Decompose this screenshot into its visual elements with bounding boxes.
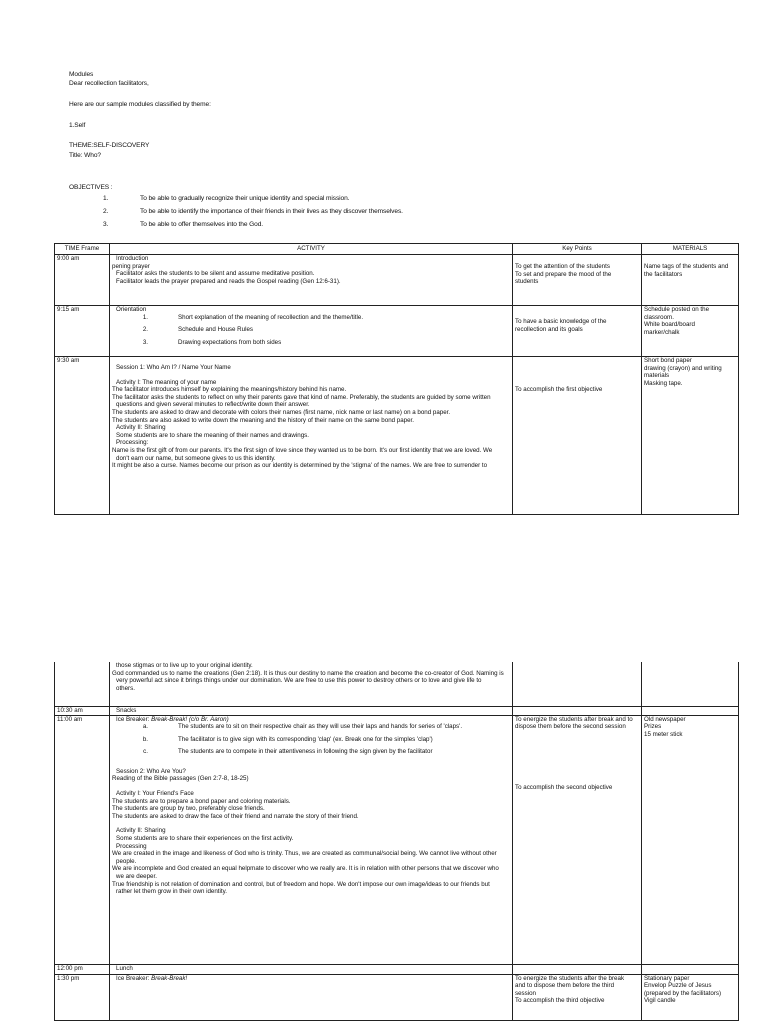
materials-cell xyxy=(642,715,739,964)
activity-line: Name is the first gift of from our parents. It's the first sign of love since they wanted us to be born. It's our first identity that we are loved. We xyxy=(112,446,493,454)
key-point-line: To energize the students after the break xyxy=(515,974,625,982)
material-line: drawing (crayon) and writing xyxy=(644,364,722,372)
icebreaker-line: Ice Breaker: Break-Break! (c/o Br. Aaron) xyxy=(116,715,229,723)
table-header-row xyxy=(55,244,739,255)
activity-line: don't earn our name, but someone gives to us this identity. xyxy=(116,454,276,462)
activity-line: The facilitator asks the students to reflect on why their parents gave that kind of name. Preferably, the students are guided by some written xyxy=(112,393,491,401)
materials-cell xyxy=(642,255,739,306)
key-point-line: To have a basic knowledge of the xyxy=(515,318,607,325)
activity-line: we are deeper. xyxy=(116,873,157,880)
activity-line: True friendship is not relation of domination and control, but of freedom and hope. We don't impose our own image/ideas to our friends but xyxy=(112,880,490,888)
intro-text: Here are our sample modules classified by theme: xyxy=(69,101,211,108)
activity-line: The students are asked to draw the face of their friend and narrate the story of their friend. xyxy=(112,812,359,820)
activity-cell xyxy=(110,715,513,964)
key-points-cell xyxy=(513,706,642,715)
activity-line: people. xyxy=(116,857,137,865)
time-cell: 9:30 am xyxy=(55,357,110,515)
activity-cell xyxy=(110,662,513,706)
key-point-line: To energize the students after break and to xyxy=(515,715,633,723)
material-line: Name tags of the students and xyxy=(644,263,729,270)
activity-line: very powerful act since it brings things under our domination. We are free to use this power to destroy others or to love and give life to xyxy=(116,677,482,685)
table-row xyxy=(55,662,739,706)
key-points-cell xyxy=(513,974,642,1020)
activity-line: Activity I: Your Friend's Face xyxy=(116,790,194,798)
activity-line: Facilitator leads the prayer prepared and reads the Gospel reading (Gen 12:6-31). xyxy=(116,277,341,285)
modules-heading: Modules xyxy=(69,71,94,78)
materials-cell xyxy=(642,706,739,715)
activity-line: Snacks xyxy=(116,706,137,714)
objective-1-text: To be able to gradually recognize their unique identity and special mission. xyxy=(140,195,350,202)
material-line: marker/chalk xyxy=(644,328,680,336)
list-item: 1. Short explanation of the meaning of recollection and the theme/title. xyxy=(142,313,364,321)
activity-line: God commanded us to name the creations (Gen 2:18). It is thus our destiny to name the creation and become the co-creator of God. Naming is xyxy=(112,669,504,677)
activity-line: We are created in the image and likeness of God who is trinity. Thus, we are created as communal/social being. We cannot live without other xyxy=(112,850,497,858)
key-point-line: session xyxy=(515,989,536,997)
section-label: 1.Self xyxy=(69,122,86,129)
activity-line: Processing xyxy=(116,842,147,850)
title-label: Title: Who? xyxy=(69,152,102,159)
header-time: TIME Frame xyxy=(55,244,110,255)
document-page-2 xyxy=(0,662,768,1024)
materials-cell xyxy=(642,662,739,706)
schedule-table-page-1 xyxy=(54,243,739,515)
material-line: Prizes xyxy=(644,723,662,731)
activity-line: Some students are to share the meaning of their names and drawings. xyxy=(116,431,309,439)
key-points-cell xyxy=(513,357,642,515)
time-cell: 9:15 am xyxy=(55,306,110,357)
table-row xyxy=(55,306,739,357)
time-cell: 9:00 am xyxy=(55,255,110,306)
activity-line: Processing: xyxy=(116,439,149,447)
key-points-cell xyxy=(513,255,642,306)
activity-line: Activity II: Sharing xyxy=(116,827,166,835)
activity-line: Activity II: Sharing xyxy=(116,424,166,432)
activity-line: The facilitator introduces himself by explaining the meanings/history behind his name. xyxy=(112,386,347,394)
time-cell: 11:00 am xyxy=(55,715,110,964)
key-point-line: To get the attention of the students xyxy=(515,263,610,270)
objective-3-num: 3. xyxy=(103,221,109,228)
materials-cell xyxy=(642,306,739,357)
key-points-cell xyxy=(513,662,642,706)
material-line: Stationary paper xyxy=(644,974,690,982)
time-cell: 10:30 am xyxy=(55,706,110,715)
table-row xyxy=(55,706,739,715)
activity-line: questions and given several minutes to reflect/write down their answer. xyxy=(116,401,310,409)
table-row xyxy=(55,255,739,306)
list-item: c. The students are to compete in their attentiveness in following the sign given by the facilitator xyxy=(143,748,433,756)
theme-label: THEME:SELF-DISCOVERY xyxy=(69,142,150,149)
activity-line: The students are asked to draw and decorate with colors their names (first name, nick name or last name) on a bond paper. xyxy=(112,408,451,416)
header-materials: MATERIALS xyxy=(642,244,739,255)
key-point-line: students xyxy=(515,278,539,286)
list-item: b. The facilitator is to give sign with its corresponding 'clap' (ex. Break one for the simples 'clap') xyxy=(142,735,433,743)
key-point-line: To accomplish the third objective xyxy=(515,997,605,1005)
key-point-line: To set and prepare the mood of the xyxy=(515,270,612,278)
activity-cell xyxy=(110,255,513,306)
activity-line: Some students are to share their experiences on the first activity. xyxy=(116,835,294,843)
material-line: White board/board xyxy=(644,321,695,329)
list-item: 2. Schedule and House Rules xyxy=(142,326,253,334)
materials-cell xyxy=(642,357,739,515)
activity-cell xyxy=(110,357,513,515)
table-row xyxy=(55,964,739,974)
key-points-cell xyxy=(513,715,642,964)
material-line: Vigil candle xyxy=(644,997,676,1005)
activity-line: Activity I: The meaning of your name xyxy=(116,378,217,386)
activity-line: The students are group by two, preferably close friends. xyxy=(112,805,265,813)
material-line: Schedule posted on the xyxy=(644,306,710,313)
activity-line: pening prayer xyxy=(112,262,150,270)
objective-1-num: 1. xyxy=(103,195,109,202)
table-row xyxy=(55,715,739,964)
table-row xyxy=(55,974,739,1020)
objective-2-text: To be able to identify the importance of their friends in their lives as they discover themselves. xyxy=(140,208,403,215)
objectives-label: OBJECTIVES : xyxy=(69,184,113,191)
material-line: classroom. xyxy=(644,313,674,321)
list-item: a. The students are to sit on their respective chair as they will use their laps and hands for series of 'claps'. xyxy=(142,723,463,731)
activity-cell xyxy=(110,306,513,357)
material-line: the facilitators xyxy=(644,270,683,278)
activity-line: Facilitator asks the students to be silent and assume meditative position. xyxy=(116,270,315,278)
activity-line: others. xyxy=(116,684,135,692)
header-key-points: Key Points xyxy=(513,244,642,255)
activity-line: rather let them grow in their own identity. xyxy=(116,888,227,896)
session-title: Session 1: Who Am I? / Name Your Name xyxy=(116,364,231,371)
key-point-line: and to dispose them before the third xyxy=(515,982,615,990)
activity-line: Introduction xyxy=(116,255,149,262)
key-point-line: To accomplish the second objective xyxy=(515,783,613,791)
time-cell: 12:00 pm xyxy=(55,964,110,974)
activity-line: Reading of the Bible passages (Gen 2:7-8, 18-25) xyxy=(112,775,249,783)
time-cell: 1:30 pm xyxy=(55,974,110,1020)
session-title: Session 2: Who Are You? xyxy=(116,767,186,775)
time-cell xyxy=(55,662,110,706)
activity-cell xyxy=(110,706,513,715)
material-line: 15 meter stick xyxy=(644,730,683,738)
material-line: Envelop Puzzle of Jesus xyxy=(644,982,712,990)
icebreaker-line: Ice Breaker: Break-Break! xyxy=(116,974,188,982)
table-row xyxy=(55,357,739,515)
key-points-cell xyxy=(513,306,642,357)
key-point-line: To accomplish the first objective xyxy=(515,386,603,393)
header-activity: ACTIVITY xyxy=(110,244,513,255)
objective-2-num: 2. xyxy=(103,208,109,215)
key-points-cell xyxy=(513,964,642,974)
material-line: materials xyxy=(644,372,670,380)
material-line: Masking tape. xyxy=(644,379,683,387)
materials-cell xyxy=(642,964,739,974)
greeting: Dear recollection facilitators, xyxy=(69,80,149,87)
objective-3-text: To be able to offer themselves into the God. xyxy=(140,221,264,228)
activity-line: The students are also asked to write down the meaning and the history of their name on the same bond paper. xyxy=(112,416,414,424)
activity-line: Orientation xyxy=(116,306,147,313)
activity-cell xyxy=(110,974,513,1020)
activity-line: It might be also a curse. Names become our prison as our identity is determined by the 'stigma' of the names. We are free to surrender to xyxy=(112,462,488,470)
activity-line: We are incomplete and God created an equal helpmate to discover who we really are. It is in relation with other persons that we discover who xyxy=(112,865,499,873)
activity-line: those stigmas or to live up to your original identity. xyxy=(116,662,253,669)
schedule-table-page-2 xyxy=(54,662,739,1021)
material-line: Short bond paper xyxy=(644,357,692,364)
key-point-line: dispose them before the second session xyxy=(515,723,626,731)
material-line: (prepared by the facilitators) xyxy=(644,989,722,997)
list-item: 3. Drawing expectations from both sides xyxy=(142,338,282,346)
activity-line: The students are to prepare a bond paper and coloring materials. xyxy=(112,797,291,805)
material-line: Old newspaper xyxy=(644,715,686,723)
activity-cell xyxy=(110,964,513,974)
materials-cell xyxy=(642,974,739,1020)
key-point-line: recollection and its goals xyxy=(515,325,583,333)
activity-line: Lunch xyxy=(116,964,133,972)
